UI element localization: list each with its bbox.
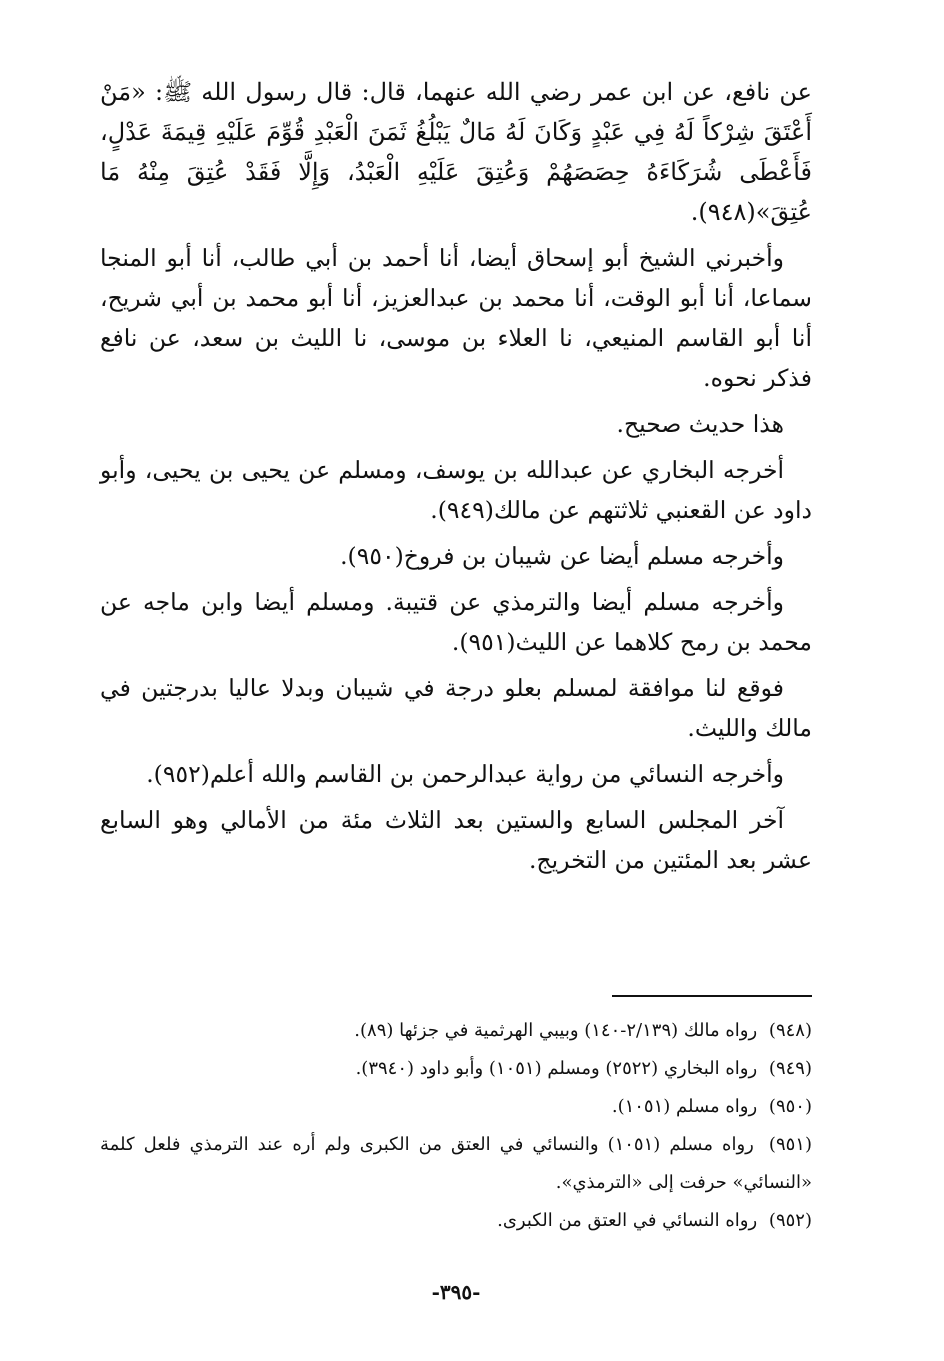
isnad-paragraph: وأخبرني الشيخ أبو إسحاق أيضا، أنا أحمد بن أبي طالب، أنا أبو المنجا سماعا، أنا أبو الوقت، أنا محمد بن عبدالعزيز، أنا أبو محمد بن أبي شريح، أنا أبو القاسم المنيعي، نا العلاء بن موسى، نا الليث بن سعد، عن نافع فذكر نحوه.: [100, 244, 812, 392]
footnote-item: [100, 1050, 812, 1088]
book-page: [100, 72, 812, 1312]
footnote-item: [100, 1202, 812, 1240]
footnote-number: (٩٥٢): [768, 1210, 812, 1231]
session-end-paragraph: آخر المجلس السابع والستين بعد الثلاث مئة من الأمالي وهو السابع عشر بعد المئتين من التخريج.: [100, 806, 812, 874]
footnote-text: رواه مالك (٢/١٣٩-١٤٠) وبيبي الهرثمية في جزئها (٨٩).: [354, 1020, 758, 1041]
page-number: -٣٩٥-: [431, 1280, 481, 1304]
footnote-number: (٩٥٠): [768, 1096, 812, 1117]
footnote-number: (٩٤٨): [768, 1020, 812, 1041]
footnote-text: رواه مسلم (١٠٥١).: [611, 1096, 758, 1117]
main-text: [100, 72, 812, 880]
footnote-divider: [612, 995, 812, 997]
footnote-item: [100, 1126, 812, 1202]
footnote-text: رواه مسلم (١٠٥١) والنسائي في العتق من الكبرى ولم أره عند الترمذي فلعل كلمة «النسائي» حرفت إلى «الترمذي».: [100, 1134, 812, 1193]
footnotes: [100, 1012, 812, 1240]
takhrij-paragraph-4: وأخرجه النسائي من رواية عبدالرحمن بن القاسم والله أعلم(٩٥٢).: [146, 760, 784, 788]
footnote-text: رواه البخاري (٢٥٢٢) ومسلم (١٠٥١) وأبو داود (٣٩٤٠).: [355, 1058, 758, 1079]
footnote-number: (٩٥١): [768, 1134, 812, 1155]
footnote-number: (٩٤٩): [768, 1058, 812, 1079]
hadith-paragraph: عن نافع، عن ابن عمر رضي الله عنهما، قال: قال رسول الله ﷺ: «مَنْ أَعْتَقَ شِرْكاً لَهُ فِي عَبْدٍ وَكَانَ لَهُ مَالٌ يَبْلُغُ ثَمَنَ الْعَبْدِ قُوِّمَ عَلَيْهِ قِيمَةَ عَدْلٍ، فَأَعْطَى شُرَكَاءَهُ حِصَصَهُمْ وَعُتِقَ عَلَيْهِ الْعَبْدُ، وَإِلَّا فَقَدْ عُتِقَ مِنْهُ مَا عُتِقَ»(٩٤٨).: [100, 78, 812, 226]
muwafaqa-paragraph: فوقع لنا موافقة لمسلم بعلو درجة في شيبان وبدلا عاليا بدرجتين في مالك والليث.: [100, 674, 812, 742]
footnote-item: [100, 1012, 812, 1050]
footnote-text: رواه النسائي في العتق من الكبرى.: [497, 1210, 758, 1231]
footnote-item: [100, 1088, 812, 1126]
takhrij-paragraph-2: وأخرجه مسلم أيضا عن شيبان بن فروخ(٩٥٠).: [340, 542, 784, 570]
grading-paragraph: هذا حديث صحيح.: [616, 410, 784, 438]
takhrij-paragraph-3: وأخرجه مسلم أيضا والترمذي عن قتيبة. ومسلم أيضا وابن ماجه عن محمد بن رمح كلاهما عن الليث(٩٥١).: [100, 588, 812, 656]
takhrij-paragraph-1: أخرجه البخاري عن عبدالله بن يوسف، ومسلم عن يحيى بن يحيى، وأبو داود عن القعنبي ثلاثتهم عن مالك(٩٤٩).: [100, 456, 812, 524]
